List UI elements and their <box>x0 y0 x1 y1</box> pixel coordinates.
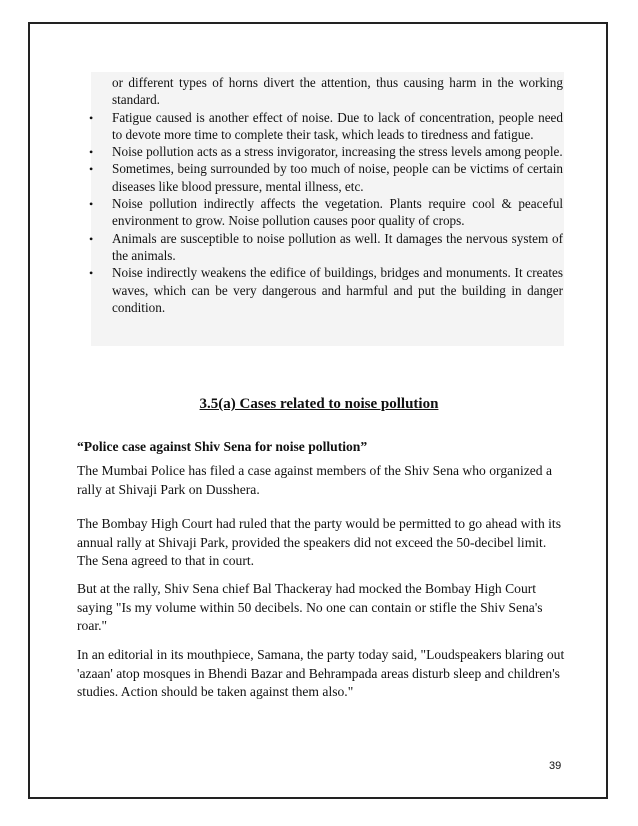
section-heading: 3.5(a) Cases related to noise pollution <box>199 396 439 412</box>
list-item-text: Sometimes, being surrounded by too much of noise, people can be victims of certain diseases like blood pressure, mental illness, etc. <box>112 161 563 194</box>
bullet-marker: • <box>89 162 94 177</box>
list-item-text: Noise pollution acts as a stress invigorator, increasing the stress levels among people. <box>112 144 563 160</box>
bullet-marker: • <box>89 197 94 212</box>
list-item-text: or different types of horns divert the attention, thus causing harm in the working standard. <box>112 75 563 108</box>
bullet-list <box>85 74 563 316</box>
list-item <box>85 230 563 265</box>
page-number: 39 <box>549 760 562 772</box>
bullet-marker: • <box>89 266 94 281</box>
list-item <box>85 195 563 230</box>
list-item-text: Fatigue caused is another effect of noise. Due to lack of concentration, people need to devote more time to complete their task, which leads to tiredness and fatigue. <box>112 109 563 142</box>
list-item <box>85 264 563 316</box>
list-item-text: Noise indirectly weakens the edifice of buildings, bridges and monuments. It creates waves, which can be very dangerous and harmful and put the building in danger condition. <box>112 265 563 315</box>
list-item <box>85 160 563 195</box>
article-paragraph: The Mumbai Police has filed a case against members of the Shiv Sena who organized a rally at Shivaji Park on Dusshera. <box>77 463 553 497</box>
list-item <box>85 143 563 160</box>
bullet-marker: • <box>89 145 94 160</box>
bullet-marker: • <box>89 231 94 246</box>
article-paragraph: But at the rally, Shiv Sena chief Bal Thackeray had mocked the Bombay High Court saying "Is my volume within 50 decibels. No one can contain or stifle the Shiv Sena's roar." <box>77 581 543 633</box>
list-item-text: Noise pollution indirectly affects the vegetation. Plants require cool & peaceful environment to grow. Noise pollution causes poor quality of crops. <box>112 196 563 229</box>
article-paragraph: The Bombay High Court had ruled that the party would be permitted to go ahead with its annual rally at Shivaji Park, provided the speakers did not exceed the 50-decibel limit. The Sena agreed to that in court. <box>77 516 561 568</box>
list-item <box>85 74 563 109</box>
article-paragraph: In an editorial in its mouthpiece, Samana, the party today said, "Loudspeakers blaring out 'azaan' atop mosques in Bhendi Bazar and Behrampada areas disturb sleep and children's studies. Action should be taken against them also." <box>77 647 565 699</box>
bullet-marker: • <box>89 110 94 125</box>
article-title: “Police case against Shiv Sena for noise pollution” <box>77 439 368 454</box>
list-item-text: Animals are susceptible to noise pollution as well. It damages the nervous system of the animals. <box>112 230 563 263</box>
list-item <box>85 109 563 144</box>
